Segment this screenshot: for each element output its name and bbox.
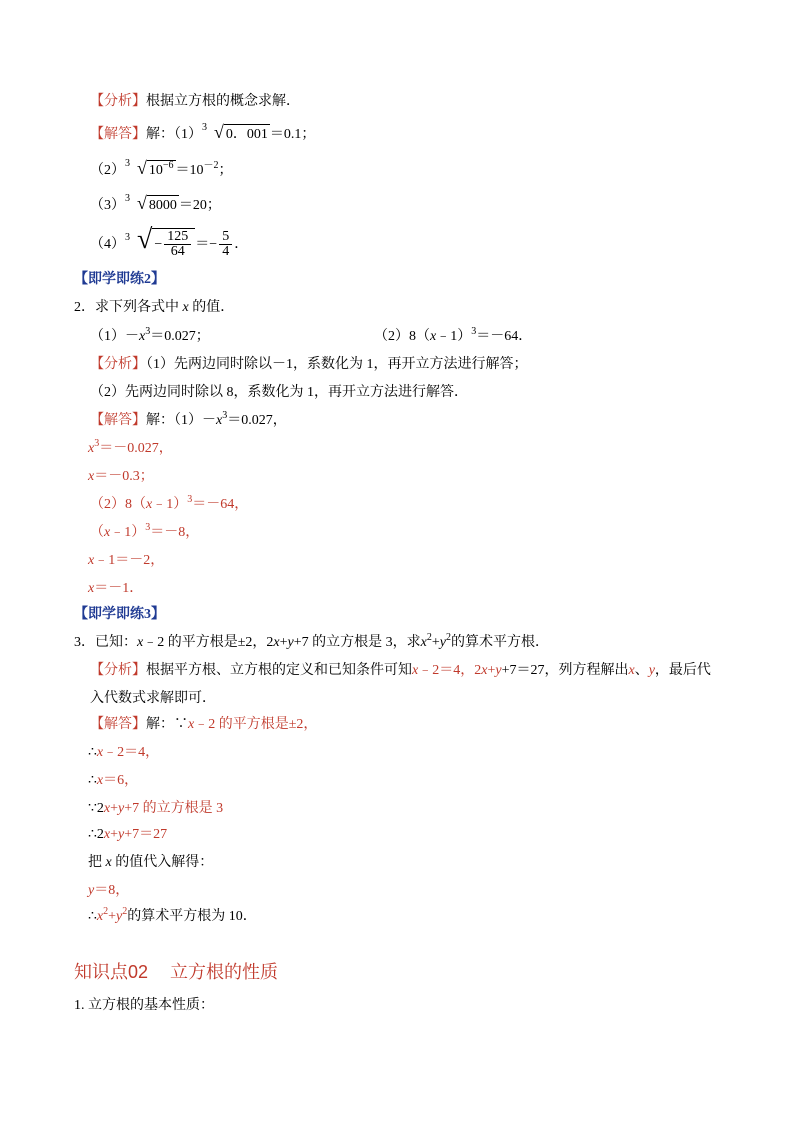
analysis-text: 根据立方根的概念求解． [146,94,300,109]
question-2: 2．求下列各式中 x 的值． [74,300,235,315]
question-3: 3．已知：x﹣2 的平方根是±2，2x+y+7 的立方根是 3，求$x^2+y^2$的算术平方根． [74,632,549,650]
answer-tag: 【解答】 [90,127,146,142]
question-2-part-1: $(1)-x^3=0.027$； [90,326,210,344]
radical-icon: √ [137,193,147,213]
answer-2-line-0: 【解答】解：$(1)-x^3=0.027$， [90,410,287,428]
answer-prefix: 解：（1） [146,127,202,142]
analysis-line-1 [90,92,300,112]
answer-3-line-0: 【解答】解：∵x﹣2 的平方根是±2， [90,717,318,732]
answer-result-1: ＝0.1； [269,127,316,142]
answer-3-line-6: y＝8， [88,883,130,898]
cube-root-1: 3 √ 0．001 [202,124,270,145]
practice-header-2: 【即学即练2】 [74,272,165,287]
radical-icon: √ [137,158,147,178]
answer-2-line-6: x＝－1． [88,581,144,596]
answer-2-line-1: $x^3=-0.027$， [88,438,173,456]
analysis-tag: 【分析】 [90,94,146,109]
section-heading: 知识点02 立方根的性质 [74,962,279,982]
analysis-3-line-2: 入代数式求解即可． [90,691,216,706]
answer-3-line-5: 把 x 的值代入解得： [88,855,214,870]
answer-3-line-7: $\therefore x^2+y^2$的算术平方根为 10． [88,906,257,924]
cube-root-3: 3 √ 8000 [125,195,179,216]
answer-line-1 [90,124,315,145]
fraction: $\frac{5}{4}$ [219,230,232,259]
answer-3-line-1: ∴x﹣2＝4， [88,745,160,760]
analysis-2-line-2: （2）先两边同时除以 8，系数化为 1，再开立方法进行解答． [90,385,468,400]
answer-3-line-4: ∴2x+y+7＝27 [88,827,168,842]
cube-root-2: 3 √ $10^{-6}$ [125,160,176,182]
property-line-1: 1. 立方根的基本性质： [74,998,214,1013]
answer-line-2: （2） 3 √ $10^{-6} =10^{-2}$； [90,160,233,182]
answer-3-line-2: ∴x＝6， [88,773,139,788]
analysis-2-line-1: 【分析】（1）先两边同时除以－1，系数化为 1，再开立方法进行解答； [90,357,528,372]
radical-icon: √ [137,224,153,255]
answer-2-line-4: （x﹣1）$^3$＝－8， [90,522,200,540]
answer-3-line-3: ∵2x+y+7 的立方根是 3 [88,801,224,816]
practice-header-3: 【即学即练3】 [74,607,165,622]
answer-2-line-5: x﹣1＝－2， [88,553,165,568]
question-2-part-2: （2）8（x﹣1）$^3$＝－64． [374,326,533,344]
answer-2-line-2: x＝－0.3； [88,469,154,484]
radical-icon: √ [214,122,224,142]
answer-line-4: （4） 3 √ − $\frac{125}{64}$ ＝− $\frac{5}{4}$ ． [90,224,249,260]
cube-root-4: 3 √ − $\frac{125}{64}$ [125,228,195,261]
analysis-3-line-1: 【分析】根据平方根、立方根的定义和已知条件可知x﹣2＝4，2x+y+7＝27，列方程解出x、y，最后代 [90,663,711,678]
answer-2-line-3: （2）8（x﹣1）$^3$＝－64， [90,494,249,512]
fraction: $\frac{125}{64}$ [164,230,191,259]
answer-line-3: （3） 3 √ 8000 ＝20； [90,195,221,216]
